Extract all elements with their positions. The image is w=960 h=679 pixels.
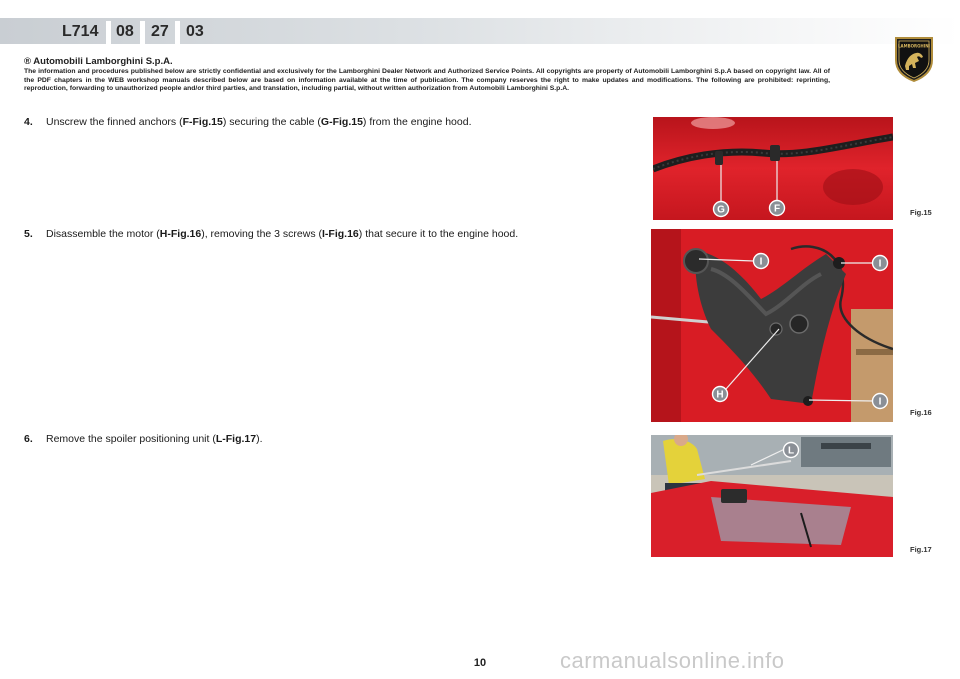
callout-i-2: I [878,258,882,270]
watermark: carmanualsonline.info [560,648,785,673]
callout-i-1: I [759,256,763,268]
step-number: 4. [24,116,33,128]
step-text: ), removing the 3 screws ( [201,228,323,240]
callout-h: H [716,389,724,401]
step-6 [24,433,263,445]
code-group: 08 [116,23,134,40]
step-text: ) securing the cable ( [222,116,321,128]
figure-15-photo [653,117,893,220]
callout-i-3: I [878,396,882,408]
code-model: L714 [62,23,99,40]
step-text: ) from the engine hood. [362,116,472,128]
figure-17-photo [651,435,893,557]
step-text: Disassemble the motor ( [46,228,160,240]
step-text: ) that secure it to the engine hood. [358,228,519,240]
code-section: 03 [186,23,204,40]
figure-reference: I-Fig.16 [322,228,359,240]
step-number: 5. [24,228,33,240]
callout-l: L [787,445,795,457]
step-text: ). [256,433,263,445]
step-text: Unscrew the finned anchors ( [46,116,183,128]
figure-16-label: Fig.16 [910,408,932,417]
step-number: 6. [24,433,33,445]
step-text: Remove the spoiler positioning unit ( [46,433,216,445]
callout-f: F [773,203,781,215]
figure-15-label: Fig.15 [910,208,932,217]
figure-17-label: Fig.17 [910,545,932,554]
figure-16-photo [651,229,893,422]
step-5 [24,228,518,240]
svg-text:LAMBORGHINI: LAMBORGHINI [897,43,931,49]
code-separator [175,21,180,44]
figure-reference: F-Fig.15 [182,116,223,128]
figure-reference: L-Fig.17 [215,433,257,445]
lamborghini-logo [894,36,934,82]
figure-reference: H-Fig.16 [159,228,202,240]
code-separator [140,21,145,44]
code-separator [106,21,111,44]
callout-g: G [717,204,725,216]
step-4 [24,116,472,128]
figure-reference: G-Fig.15 [320,116,363,128]
page-number: 10 [473,657,487,669]
company-name: ® Automobili Lamborghini S.p.A. [24,56,173,67]
code-subgroup: 27 [151,23,169,40]
confidentiality-notice: The information and procedures published below are strictly confidential and exclusively for the Lamborghini Dealer Network and Authorized Service Points. All copyrights are property of Automobili Lamborghini S.p.A based on copyright law. All of the PDF chapters in the WEB workshop manuals described below are based on information available at the time of publication. The company reserves the right to make updates and modifications. The following are prohibited: reprinting, reproduction, forwarding to unauthorized people and/or third parties, and translation, including partial, without written authorization from Automobili Lamborghini S.p.A. [24,68,830,93]
